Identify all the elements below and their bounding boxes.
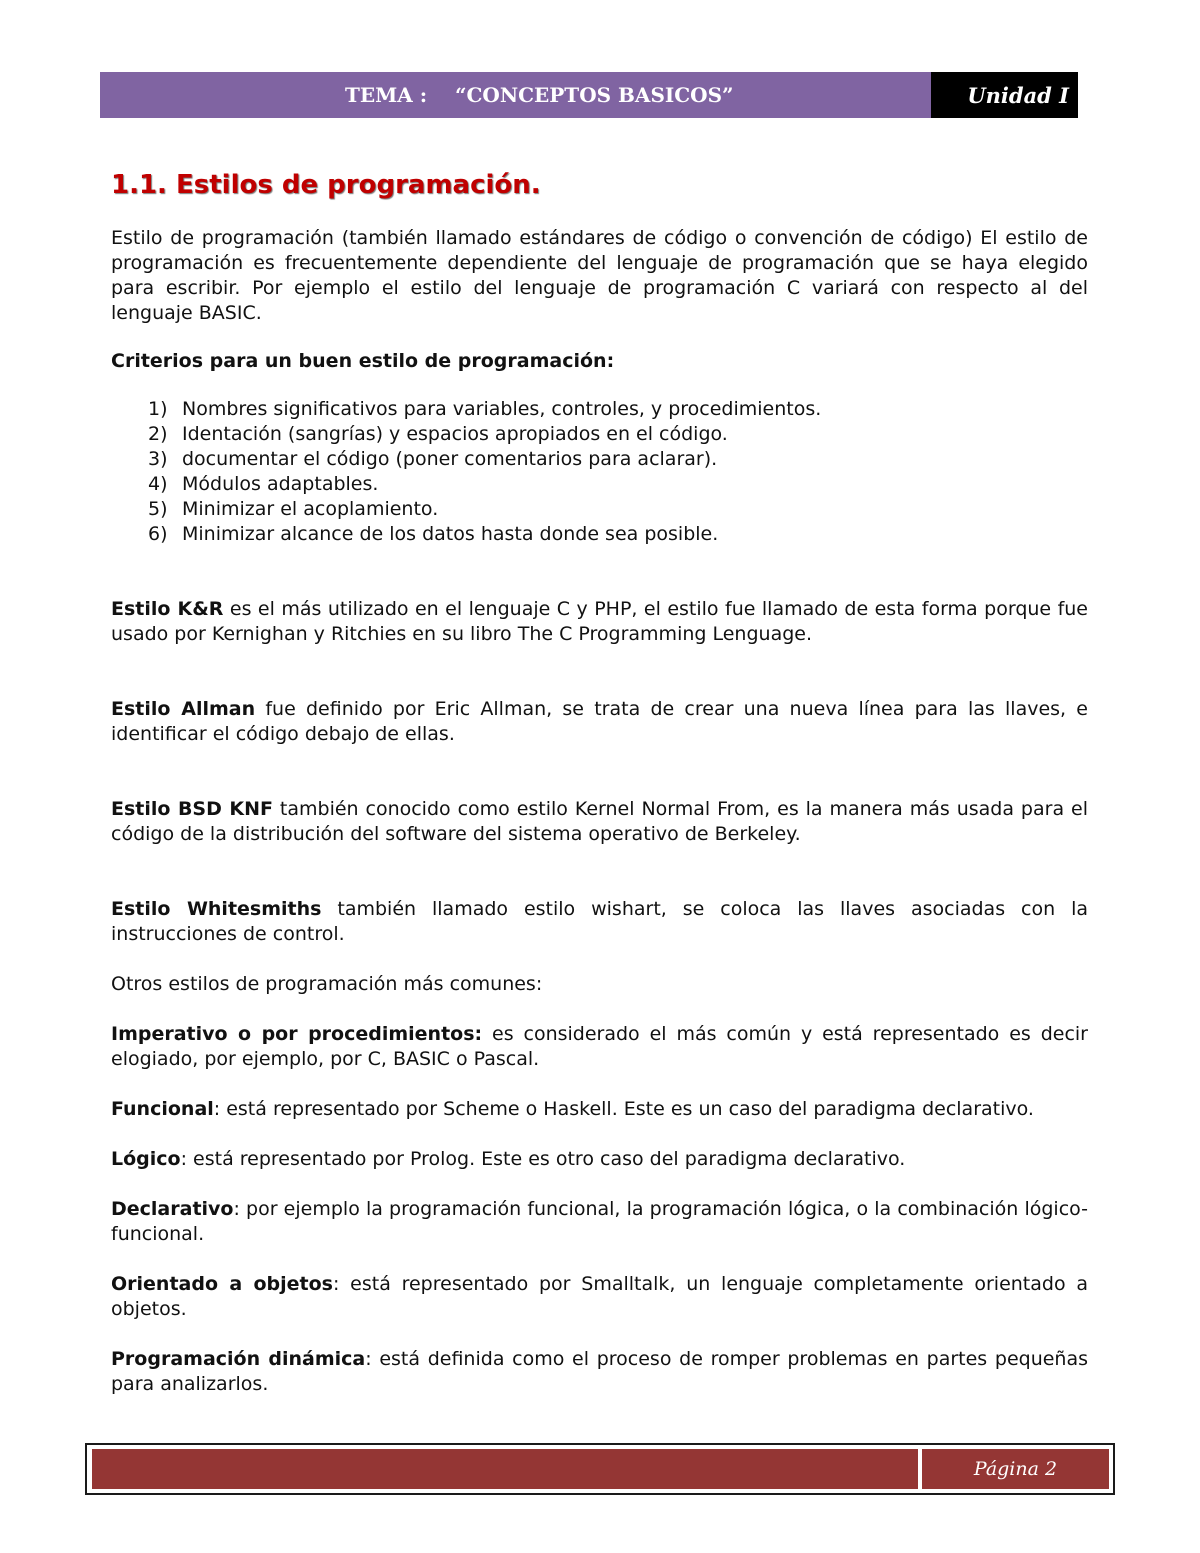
footer-left-bar <box>92 1449 918 1489</box>
paradigm-dynamic-paragraph <box>111 1347 1088 1397</box>
list-item <box>111 522 1088 547</box>
paradigm-description: : está representado por Smalltalk, un lenguaje completamente orientado a objetos. <box>111 1273 1088 1320</box>
header-unit: Unidad I <box>967 82 1069 108</box>
paradigm-term: Declarativo <box>111 1198 234 1220</box>
list-item <box>111 397 1088 422</box>
footer-page-box <box>922 1449 1109 1489</box>
header-title: TEMA : “CONCEPTOS BASICOS” <box>345 83 734 107</box>
list-item-text: documentar el código (poner comentarios para aclarar). <box>182 448 718 470</box>
style-kr-paragraph <box>111 597 1088 647</box>
style-whitesmiths-paragraph <box>111 897 1088 947</box>
header-title-bar <box>100 72 931 118</box>
paradigm-term: Orientado a objetos <box>111 1273 333 1295</box>
list-item-number: 2) <box>148 423 168 445</box>
paradigm-logic-paragraph <box>111 1147 1088 1172</box>
paradigm-description: : está definida como el proceso de romper problemas en partes pequeñas para analizarlos. <box>111 1348 1089 1395</box>
list-item-text: Módulos adaptables. <box>182 473 379 495</box>
page-header <box>100 72 1078 118</box>
list-item-text: Nombres significativos para variables, controles, y procedimientos. <box>182 398 822 420</box>
paradigm-term: Lógico <box>111 1148 181 1170</box>
paradigm-declarative-paragraph <box>111 1197 1088 1247</box>
style-description: también conocido como estilo Kernel Normal From, es la manera más usada para el código de la distribución del software del sistema operativo de Berkeley. <box>111 798 1088 845</box>
page-footer <box>85 1443 1115 1495</box>
list-item-number: 5) <box>148 498 168 520</box>
criteria-list <box>111 397 1088 547</box>
paradigm-description: : por ejemplo la programación funcional, la programación lógica, o la combinación lógico-funcional. <box>111 1198 1088 1245</box>
paradigm-description: es considerado el más común y está representado es decir elogiado, por ejemplo, por C, BASIC o Pascal. <box>111 1023 1088 1070</box>
style-description: también llamado estilo wishart, se coloca las llaves asociadas con la instrucciones de control. <box>111 898 1088 945</box>
list-item-number: 4) <box>148 473 168 495</box>
style-term: Estilo Whitesmiths <box>111 898 322 920</box>
paradigm-term: Programación dinámica <box>111 1348 366 1370</box>
list-item <box>111 447 1088 472</box>
paradigm-functional-paragraph <box>111 1097 1088 1122</box>
paradigm-description: : está representado por Scheme o Haskell. Este es un caso del paradigma declarativo. <box>213 1098 1034 1120</box>
header-unit-bar <box>931 72 1078 118</box>
paradigm-imperative-paragraph <box>111 1022 1088 1072</box>
paradigm-description: : está representado por Prolog. Este es otro caso del paradigma declarativo. <box>180 1148 906 1170</box>
others-intro: Otros estilos de programación más comunes: <box>111 973 543 995</box>
list-item-number: 1) <box>148 398 168 420</box>
page-number: Página 2 <box>973 1458 1058 1480</box>
list-item <box>111 472 1088 497</box>
intro-paragraph: Estilo de programación (también llamado estándares de código o convención de código) El estilo de programación es frecuentemente dependiente del lenguaje de programación que se haya elegido para escribir. Por ejemplo el estilo del lenguaje de programación C variará con respecto al del lenguaje BASIC. <box>111 227 1088 324</box>
criteria-heading: Criterios para un buen estilo de programación: <box>111 350 615 372</box>
style-allman-paragraph <box>111 697 1088 747</box>
list-item-number: 3) <box>148 448 168 470</box>
list-item-number: 6) <box>148 523 168 545</box>
list-item-text: Identación (sangrías) y espacios apropiados en el código. <box>182 423 728 445</box>
list-item-text: Minimizar alcance de los datos hasta donde sea posible. <box>182 523 719 545</box>
paradigm-term: Imperativo o por procedimientos: <box>111 1023 483 1045</box>
style-term: Estilo Allman <box>111 698 256 720</box>
style-description: es el más utilizado en el lenguaje C y PHP, el estilo fue llamado de esta forma porque fue usado por Kernighan y Ritchies en su libro The C Programming Lenguage. <box>111 598 1088 645</box>
list-item-text: Minimizar el acoplamiento. <box>182 498 439 520</box>
list-item <box>111 422 1088 447</box>
section-title: 1.1. Estilos de programación. <box>111 170 541 200</box>
style-description: fue definido por Eric Allman, se trata de crear una nueva línea para las llaves, e identificar el código debajo de ellas. <box>111 698 1088 745</box>
style-bsd-paragraph <box>111 797 1088 847</box>
list-item <box>111 497 1088 522</box>
footer-bar <box>92 1449 1109 1489</box>
style-term: Estilo BSD KNF <box>111 798 273 820</box>
style-term: Estilo K&R <box>111 598 224 620</box>
page-content <box>111 166 1088 1397</box>
paradigm-oop-paragraph <box>111 1272 1088 1322</box>
paradigm-term: Funcional <box>111 1098 214 1120</box>
